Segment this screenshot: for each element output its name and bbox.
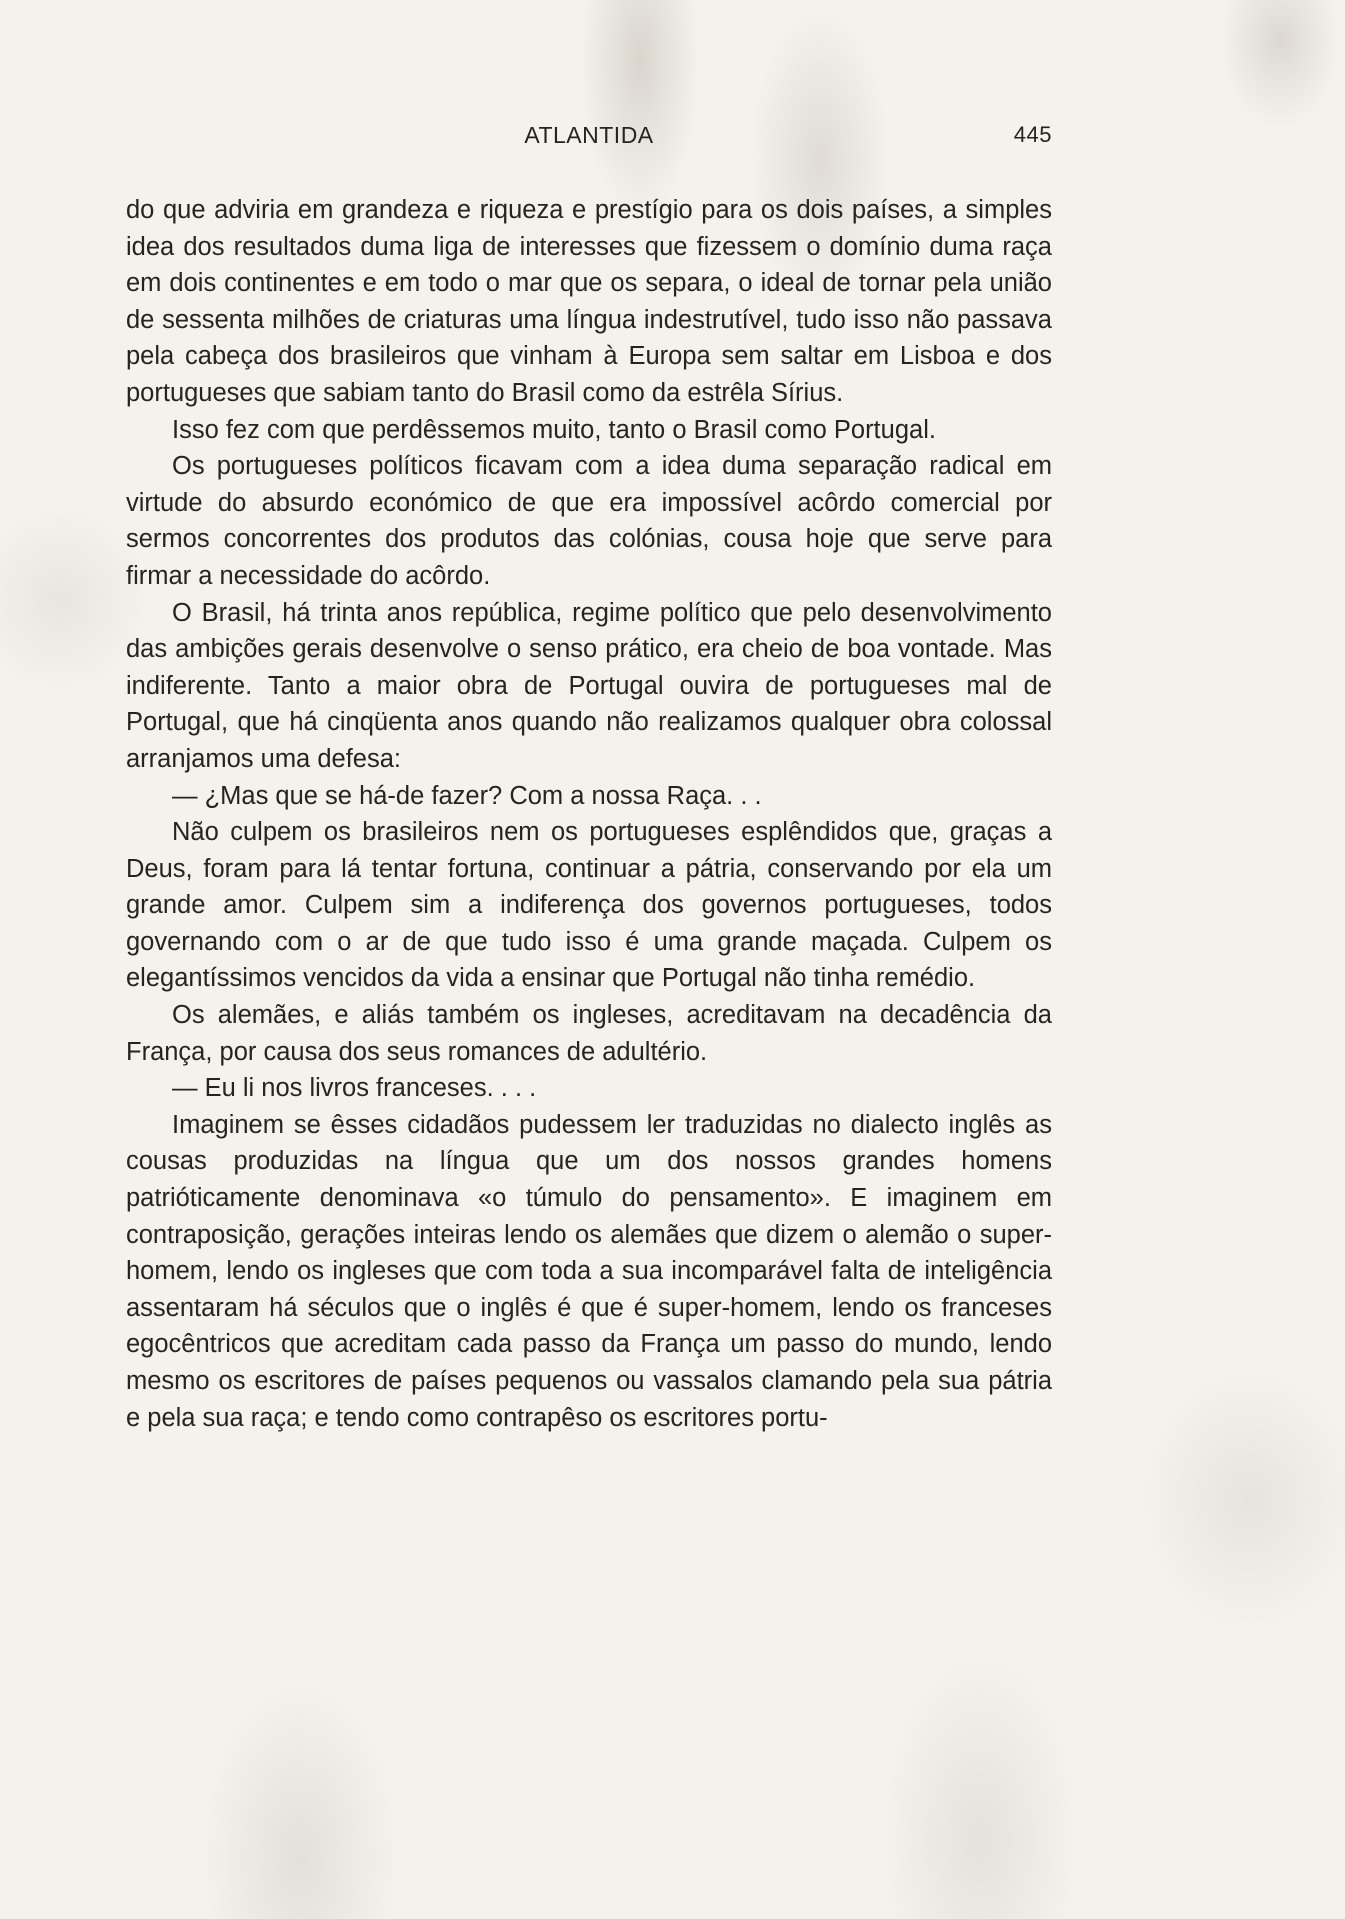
- paragraph-7: Os alemães, e aliás também os ingleses, acreditavam na decadência da França, por causa dos seus romances de adultério.: [126, 1001, 1052, 1066]
- paragraph-2: Isso fez com que perdêssemos muito, tanto o Brasil como Portugal.: [172, 415, 936, 444]
- paragraph-6: Não culpem os brasileiros nem os portugueses esplêndidos que, graças a Deus, foram para lá tentar fortuna, continuar a pátria, conservando por ela um grande amor. Culpem sim a indiferença dos governos portugueses, todos governando com o ar de que tudo isso é uma grande maçada. Culpem os elegantíssimos vencidos da vida a ensinar que Portugal não tinha remédio.: [126, 818, 1052, 993]
- body-text: [126, 192, 1052, 1436]
- running-title: ATLANTIDA: [524, 122, 654, 148]
- paragraph-1: do que adviria em grandeza e riqueza e prestígio para os dois países, a simples idea dos resultados duma liga de interesses que fizessem o domínio duma raça em dois continentes e em todo o mar que os separa, o ideal de tornar pela união de sessenta milhões de criaturas uma língua indestrutível, tudo isso não passava pela cabeça dos brasileiros que vinham à Europa sem saltar em Lisboa e dos portugueses que sabiam tanto do Brasil como da estrêla Sírius.: [126, 196, 1052, 407]
- paragraph-4: O Brasil, há trinta anos república, regime político que pelo desenvolvimento das ambições gerais desenvolve o senso prático, era cheio de boa vontade. Mas indiferente. Tanto a maior obra de Portugal ouvira de portugueses mal de Portugal, que há cinqüenta anos quando não realizamos qualquer obra colossal arranjamos uma defesa:: [126, 598, 1052, 773]
- page-number: 445: [1013, 122, 1052, 147]
- paragraph-3: Os portugueses políticos ficavam com a idea duma separação radical em virtude do absurdo económico de que era impossível acôrdo comercial por sermos concorrentes dos produtos das colónias, cousa hoje que serve para firmar a necessidade do acôrdo.: [126, 452, 1052, 590]
- paragraph-8-dialogue: — Eu li nos livros franceses. . . .: [172, 1074, 537, 1103]
- paragraph-5-dialogue: — ¿Mas que se há-de fazer? Com a nossa Raça. . .: [172, 781, 762, 810]
- paragraph-9: Imaginem se êsses cidadãos pudessem ler traduzidas no dialecto inglês as cousas produzidas na língua que um dos nossos grandes homens patrióticamente denominava «o túmulo do pensamento». E imaginem em contraposição, gerações inteiras lendo os alemães que dizem o alemão o super-homem, lendo os ingleses que com toda a sua incomparável falta de inteligência assentaram há séculos que o inglês é que é super-homem, lendo os franceses egocêntricos que acreditam cada passo da França um passo do mundo, lendo mesmo os escritores de países pequenos ou vassalos clamando pela sua pátria e pela sua raça; e tendo como contrapêso os escritores portu-: [126, 1110, 1052, 1432]
- page-header: [126, 122, 1052, 156]
